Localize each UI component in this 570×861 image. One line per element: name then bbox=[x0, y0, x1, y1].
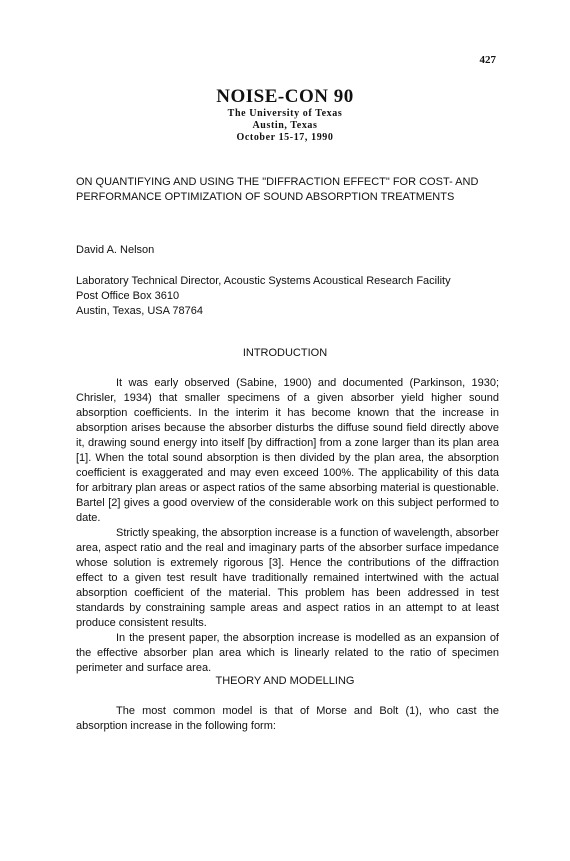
section-heading-theory: THEORY AND MODELLING bbox=[215, 675, 355, 687]
paragraph: In the present paper, the absorption increase is modelled as an expansion of the effective absorber plan area which is linearly related to the ratio of specimen perimeter and surface area. bbox=[76, 632, 499, 674]
conference-dates: October 15-17, 1990 bbox=[236, 132, 334, 143]
page-number: 427 bbox=[479, 54, 496, 66]
introduction-body bbox=[76, 376, 499, 676]
paragraph: The most common model is that of Morse and Bolt (1), who cast the absorption increase in the following form: bbox=[76, 705, 499, 732]
author-affiliation bbox=[76, 274, 451, 319]
paper-title-line: PERFORMANCE OPTIMIZATION OF SOUND ABSORPTION TREATMENTS bbox=[76, 191, 455, 203]
paper-title bbox=[76, 175, 506, 205]
theory-body bbox=[76, 704, 499, 734]
section-heading-introduction: INTRODUCTION bbox=[242, 347, 328, 359]
affiliation-line: Post Office Box 3610 bbox=[76, 290, 180, 302]
conference-city: Austin, Texas bbox=[252, 120, 318, 131]
affiliation-line: Austin, Texas, USA 78764 bbox=[76, 305, 203, 317]
author-name: David A. Nelson bbox=[76, 244, 155, 256]
conference-title: NOISE-CON 90 bbox=[216, 86, 354, 107]
paragraph: It was early observed (Sabine, 1900) and documented (Parkinson, 1930; Chrisler, 1934) that smaller specimens of a given absorber yield higher sound absorption coefficients. In the interim it has become known that the increase in absorption arises because the absorber disturbs the diffuse sound field directly above it, drawing sound energy into itself [by diffraction] from a zone larger than its plan area [1]. When the total sound absorption is then divided by the plan area, the absorption coefficient is exaggerated and may even exceed 100%. The applicability of this data for arbitrary plan areas or aspect ratios of the same absorbing material is questionable. Bartel [2] gives a good overview of the considerable work on this subject performed to date. bbox=[76, 377, 499, 524]
paper-title-line: ON QUANTIFYING AND USING THE "DIFFRACTION EFFECT" FOR COST- AND bbox=[76, 176, 479, 188]
paragraph: Strictly speaking, the absorption increase is a function of wavelength, absorber area, aspect ratio and the real and imaginary parts of the absorber surface impedance whose solution is extremely rigorous [3]. Hence the contributions of the diffraction effect to a given test result have traditionally remained intertwined with the actual absorption coefficient of the material. This problem has been addressed in test standards by constraining sample areas and aspect ratios in an attempt to at least produce consistent results. bbox=[76, 527, 499, 629]
conference-header bbox=[0, 86, 570, 144]
conference-venue: The University of Texas bbox=[227, 108, 343, 119]
affiliation-line: Laboratory Technical Director, Acoustic Systems Acoustical Research Facility bbox=[76, 275, 451, 287]
